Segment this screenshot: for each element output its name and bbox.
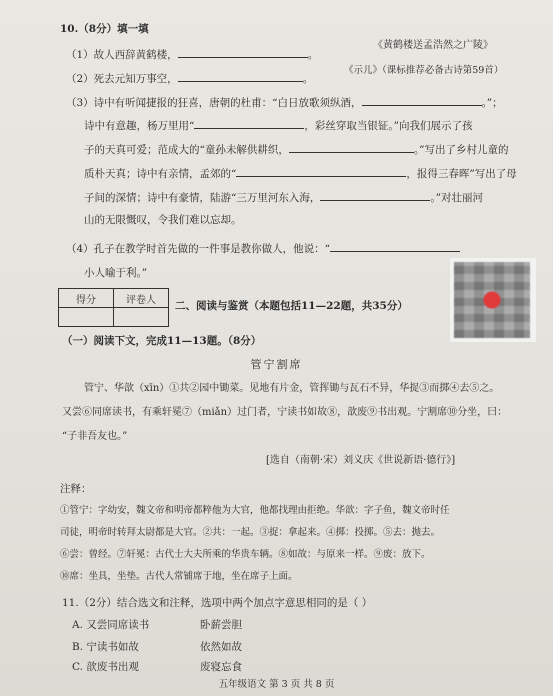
source-note: 《黄鹤楼送孟浩然之广陵》: [373, 40, 493, 51]
blurred-qr-image: [450, 258, 536, 342]
passage-line: “子非吾友也。”: [62, 431, 128, 442]
section-subtitle: （一）阅读下文，完成11—13题。（8分）: [62, 335, 262, 347]
q11-option-b[interactable]: B. 宁读书如故: [72, 641, 139, 653]
note-line: ①管宁：字幼安，魏文帝和明帝都粹他为大官，他都找理由拒绝。华歆：字子鱼，魏文帝时任: [60, 505, 450, 516]
answer-blank[interactable]: [178, 70, 303, 82]
q10-line6: 质朴天真；诗中有亲情，孟郊的“ ，报得三春晖”写出了母: [84, 165, 517, 181]
q10-line9: （4）孔子在教学时首先做的一件事是教你做人，他说：“: [66, 240, 460, 256]
score-header: 得分: [59, 289, 114, 308]
note-line: ⑥尝：曾经。⑦轩冕：古代士大夫所乘的华贵车辆。⑧如故：与原来一样。⑨废：放下。: [60, 549, 431, 560]
answer-blank[interactable]: [178, 46, 308, 58]
passage-line: 管宁、华歆（xīn）①共②园中锄菜。见地有片金，管挥锄与瓦石不异，华捉③而掷④去⑤之。: [84, 383, 500, 394]
q10-line4: 诗中有意趣，杨万里用“ ，彩丝穿取当银钲。”向我们展示了孩: [84, 117, 473, 133]
answer-blank[interactable]: [330, 240, 460, 252]
grader-cell[interactable]: [114, 308, 169, 327]
q11-option-b-compare: 依然如故: [200, 641, 242, 653]
q10-header: 10.（8分）填一填: [60, 23, 149, 35]
q10-line2: （2）死去元知万事空， 。: [66, 70, 313, 86]
answer-blank[interactable]: [236, 165, 406, 177]
q11-option-a-compare: 卧薪尝胆: [200, 619, 242, 631]
q10-line8: 山的无限慨叹，令我们难以忘却。: [84, 214, 242, 226]
score-table: [58, 288, 169, 327]
q11-option-c[interactable]: C. 歆废书出观: [72, 661, 139, 673]
note-line: ⑩席：坐具，坐垫。古代人常铺席于地，坐在席子上面。: [60, 571, 298, 582]
answer-blank[interactable]: [320, 189, 430, 201]
q11-option-a[interactable]: A. 又尝同席读书: [72, 619, 150, 631]
q11-option-c-compare: 废寝忘食: [200, 661, 242, 673]
passage-line: 又尝⑥同席读书，有乘轩冕⑦（miǎn）过门者，宁读书如故⑧，歆废⑨书出观。宁割席⑩分坐，曰：: [62, 407, 508, 418]
section-title: 二、阅读与鉴赏（本题包括11—22题，共35分）: [175, 300, 408, 312]
answer-blank[interactable]: [362, 94, 482, 106]
grader-header: 评卷人: [114, 289, 169, 308]
q10-line7: 子间的深情；诗中有豪情，陆游“三万里河东入海， 。”对壮丽河: [84, 189, 483, 205]
q10-line5: 子的天真可爱；范成大的“童孙未解供耕织， 。”写出了乡村儿童的: [84, 141, 509, 157]
q10-line3: （3）诗中有听闻捷报的狂喜，唐朝的杜甫：“白日放歌须纵酒， 。”；: [66, 94, 503, 110]
note-line: 司徒，明帝时转拜太尉都是大官。②共：一起。③捉：拿起来。④掷：投掷。⑤去：抛去。: [60, 527, 441, 538]
answer-blank[interactable]: [194, 117, 304, 129]
passage-source: [选自（南朝·宋）刘义庆《世说新语·德行》]: [266, 455, 456, 466]
q10-line1: （1）故人西辞黄鹤楼， 。: [66, 46, 318, 62]
answer-blank[interactable]: [289, 141, 414, 153]
passage-title: 管宁割席: [250, 358, 303, 371]
score-cell[interactable]: [59, 308, 114, 327]
page-footer: 五年级语文 第 3 页 共 8 页: [218, 679, 335, 690]
q10-line10: 小人喻于利。”: [84, 267, 148, 279]
source-note: 《示儿》（课标推荐必备古诗第59首）: [344, 65, 504, 76]
q11-stem: 11.（2分）结合选文和注释，选项中两个加点字意思相同的是（ ）: [62, 597, 373, 609]
notes-label: 注释：: [60, 483, 92, 495]
